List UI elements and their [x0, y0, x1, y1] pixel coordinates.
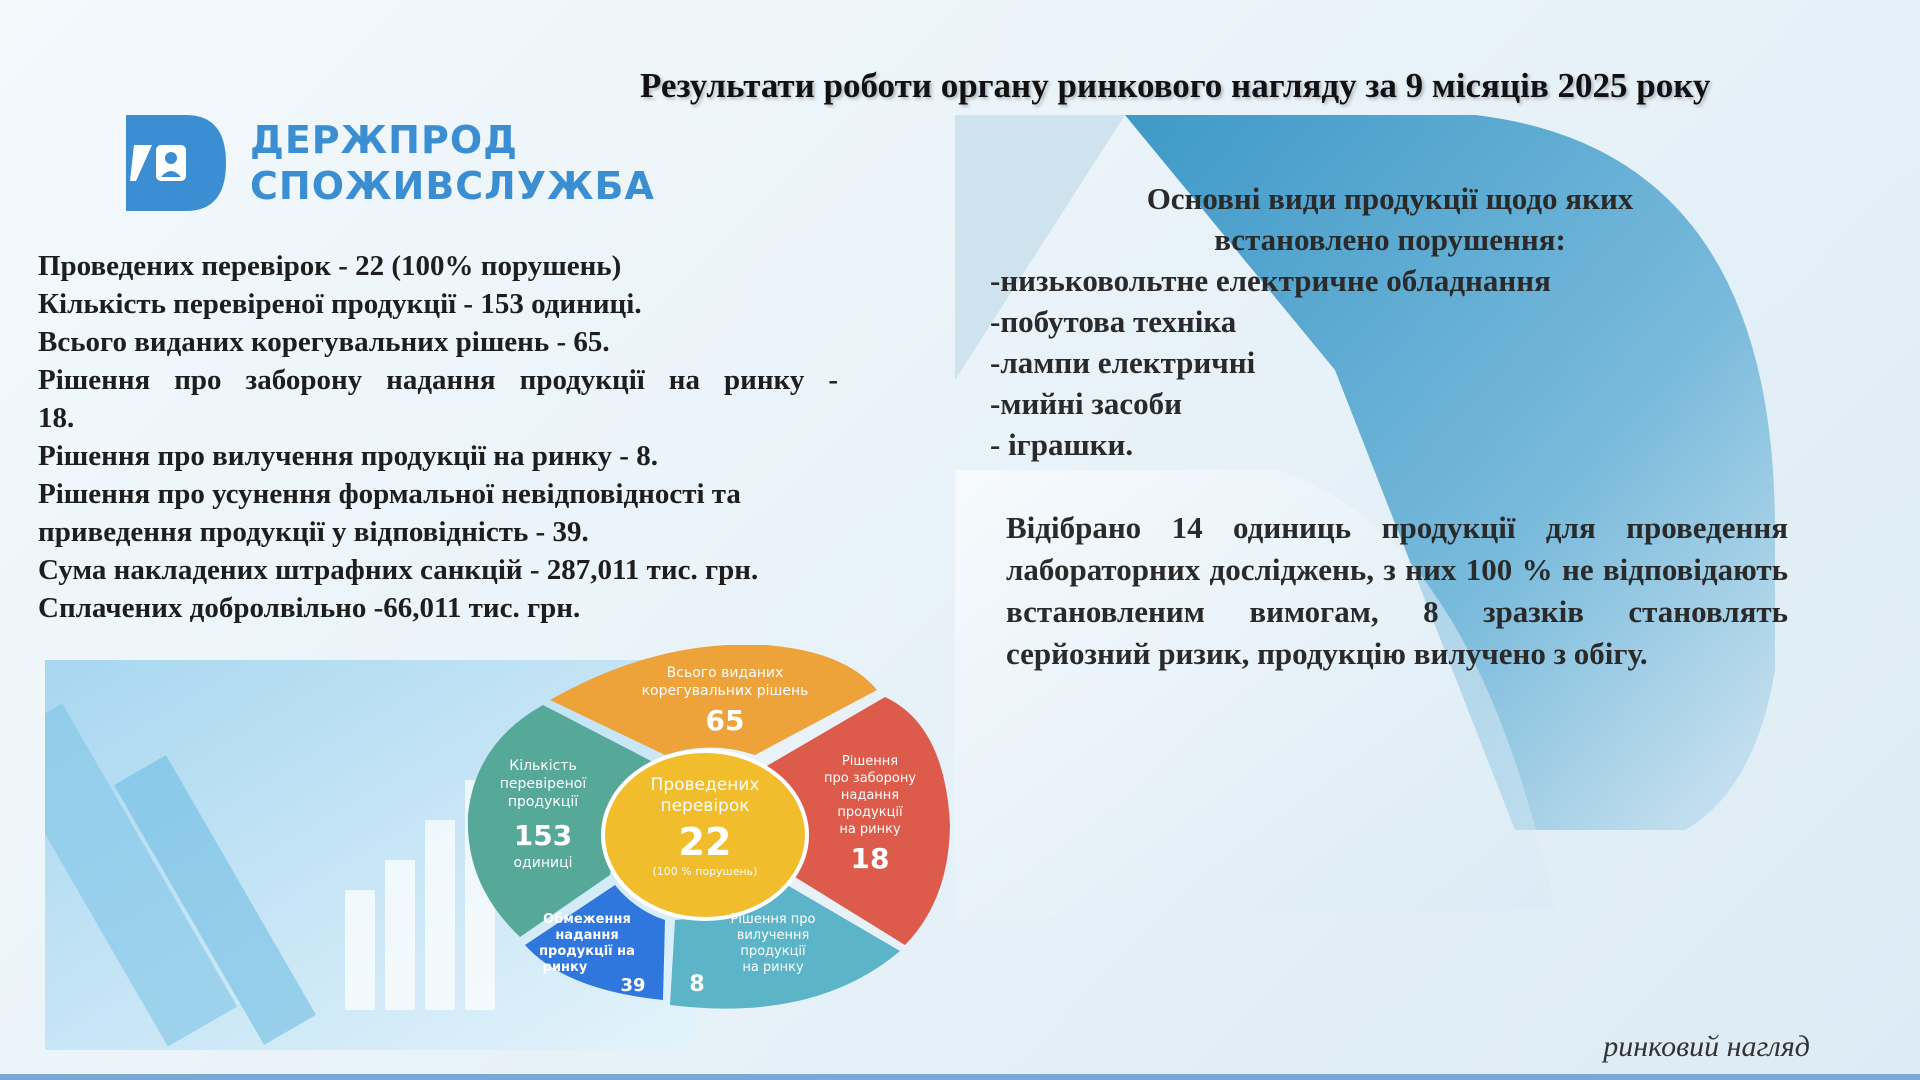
bottom-right-label-4: на ринку — [742, 960, 804, 975]
stat-inspections: Проведених перевірок - 22 (100% порушень) — [38, 250, 622, 282]
products-heading-1: Основні види продукції щодо яких — [1146, 181, 1634, 216]
stat-withdrawal-decisions: Рішення про вилучення продукції на ринку - 8. — [38, 440, 658, 472]
bottom-left-label-4: ринку — [542, 960, 588, 975]
infographic — [45, 645, 955, 1050]
right-label-4: продукції — [837, 805, 903, 820]
product-item: -мийні засоби — [990, 386, 1182, 421]
stat-paid-voluntarily: Сплачених добролвільно -66,011 тис. грн. — [38, 592, 581, 624]
samples-paragraph: Відібрано 14 одиниць продукції для проведення лабораторних досліджень, з них 100 % не відповідають встановленим вимогам, 8 зразків становлять серйозний ризик, продукцію вилучено з обігу. — [1006, 510, 1788, 671]
bottom-right-label-3: продукції — [740, 944, 806, 959]
bottom-left-label-3: продукції на — [539, 944, 635, 959]
page-title: Результати роботи органу ринкового нагляду за 9 місяців 2025 року — [640, 66, 1711, 105]
stat-formal-noncompliance: Рішення про усунення формальної невідповідності та — [38, 478, 741, 510]
logo-line-2: СПОЖИВСЛУЖБА — [250, 164, 655, 208]
left-label-3: продукції — [507, 794, 579, 810]
product-item: - іграшки. — [990, 427, 1134, 462]
center-note: (100 % порушень) — [652, 865, 758, 878]
results-wheel — [465, 645, 1025, 1050]
left-value: 153 — [513, 819, 573, 852]
bottom-left-label-1: Обмеження — [543, 912, 631, 927]
center-value: 22 — [678, 820, 732, 864]
stat-ban-decisions-value: 18. — [38, 402, 75, 434]
product-item: -низьковольтне електричне обладнання — [990, 263, 1551, 298]
stats-block — [38, 247, 838, 627]
stat-fines: Сума накладених штрафних санкцій - 287,011 тис. грн. — [38, 554, 759, 586]
stat-formal-noncompliance-2: приведення продукції у відповідність - 39. — [38, 516, 589, 548]
products-block — [990, 178, 1790, 465]
right-label-2: про заборону — [823, 771, 917, 786]
left-label-2: перевіреної — [499, 776, 587, 792]
bottom-right-value: 8 — [689, 972, 705, 997]
bottom-bar — [0, 1074, 1920, 1080]
logo-line-1: ДЕРЖПРОД — [250, 118, 518, 162]
footer-caption: ринковий нагляд — [1603, 1030, 1810, 1063]
product-item: -побутова техніка — [990, 304, 1237, 339]
center-label-2: перевірок — [660, 796, 750, 816]
bottom-left-label-2: надання — [555, 928, 619, 943]
top-label-2: корегувальних рішень — [641, 683, 809, 699]
logo — [126, 115, 655, 215]
top-value: 65 — [705, 704, 745, 737]
bottom-left-value: 39 — [620, 975, 646, 996]
stat-checked-products: Кількість перевіреної продукції - 153 одиниці. — [38, 288, 642, 320]
stat-ban-decisions: Рішення про заборону надання продукції на ринку - — [38, 364, 838, 396]
top-label-1: Всього виданих — [666, 665, 784, 681]
stat-corrective-decisions: Всього виданих корегувальних рішень - 65. — [38, 326, 610, 358]
logo-icon — [126, 115, 226, 211]
product-item: -лампи електричні — [990, 345, 1256, 380]
logo-wordmark — [250, 117, 655, 209]
left-label-1: Кількість — [509, 758, 577, 774]
right-label-1: Рішення — [841, 754, 899, 769]
products-heading-2: встановлено порушення: — [1214, 222, 1566, 257]
center-label-1: Проведених — [650, 775, 760, 795]
left-unit: одиниці — [513, 855, 573, 871]
bottom-right-label-2: вилучення — [736, 928, 810, 943]
right-label-5: на ринку — [839, 822, 901, 837]
bottom-right-label-1: Рішення про — [730, 912, 816, 927]
right-value: 18 — [850, 842, 890, 875]
right-label-3: надання — [840, 788, 900, 803]
